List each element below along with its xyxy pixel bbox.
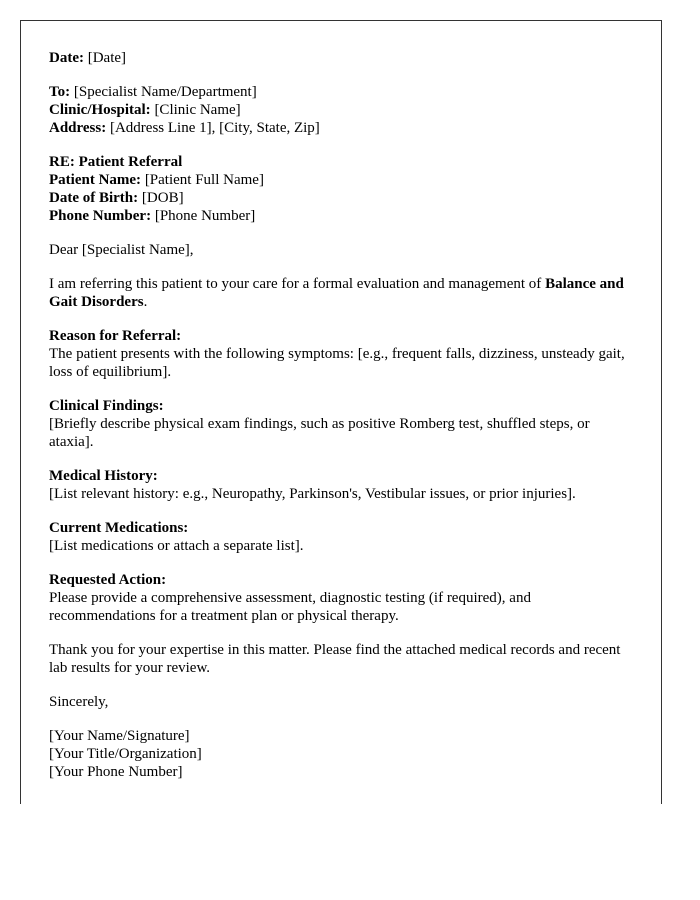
section-heading: Reason for Referral:: [49, 328, 182, 344]
date-label: Date:: [49, 50, 84, 66]
referral-letter: [20, 20, 662, 804]
recipient-block: [49, 83, 634, 137]
section-body: Please provide a comprehensive assessment, diagnostic testing (if required), and recommendations for a treatment plan or physical therapy.: [49, 590, 531, 624]
section-heading: Medical History:: [49, 468, 158, 484]
clinic-value: [Clinic Name]: [154, 102, 241, 118]
to-value: [Specialist Name/Department]: [73, 84, 257, 100]
signature-name: [Your Name/Signature]: [49, 728, 190, 744]
section-medications: [49, 519, 634, 555]
patient-block: [49, 153, 634, 225]
section-reason: [49, 327, 634, 381]
intro-paragraph: [49, 275, 634, 311]
intro-text: I am referring this patient to your care for a formal evaluation and management of: [49, 276, 546, 292]
signoff: Sincerely,: [49, 694, 109, 710]
section-heading: Requested Action:: [49, 572, 167, 588]
closing-paragraph: Thank you for your expertise in this matter. Please find the attached medical records and recent lab results for your review.: [49, 642, 621, 676]
re-line: RE: Patient Referral: [49, 154, 183, 170]
address-value: [Address Line 1], [City, State, Zip]: [109, 120, 320, 136]
address-label: Address:: [49, 120, 107, 136]
signature-block: [49, 727, 634, 781]
section-body: [Briefly describe physical exam findings, such as positive Romberg test, shuffled steps, or ataxia].: [49, 416, 590, 450]
signature-phone: [Your Phone Number]: [49, 764, 183, 780]
signature-title: [Your Title/Organization]: [49, 746, 202, 762]
phone-label: Phone Number:: [49, 208, 152, 224]
intro-condition: Balance and Gait Disorders: [49, 276, 624, 310]
patient-name-label: Patient Name:: [49, 172, 142, 188]
clinic-label: Clinic/Hospital:: [49, 102, 151, 118]
section-heading: Current Medications:: [49, 520, 189, 536]
intro-end: .: [143, 294, 148, 310]
section-history: [49, 467, 634, 503]
dob-label: Date of Birth:: [49, 190, 139, 206]
section-body: [List relevant history: e.g., Neuropathy, Parkinson's, Vestibular issues, or prior injuries].: [49, 486, 576, 502]
section-findings: [49, 397, 634, 451]
section-body: The patient presents with the following symptoms: [e.g., frequent falls, dizziness, unsteady gait, loss of equilibrium].: [49, 346, 625, 380]
section-heading: Clinical Findings:: [49, 398, 164, 414]
phone-value: [Phone Number]: [154, 208, 256, 224]
section-body: [List medications or attach a separate list].: [49, 538, 304, 554]
date-value: [Date]: [87, 50, 127, 66]
to-label: To:: [49, 84, 71, 100]
salutation: Dear [Specialist Name],: [49, 242, 194, 258]
dob-value: [DOB]: [141, 190, 184, 206]
date-line: [49, 49, 634, 67]
section-action: [49, 571, 634, 625]
patient-name-value: [Patient Full Name]: [144, 172, 264, 188]
